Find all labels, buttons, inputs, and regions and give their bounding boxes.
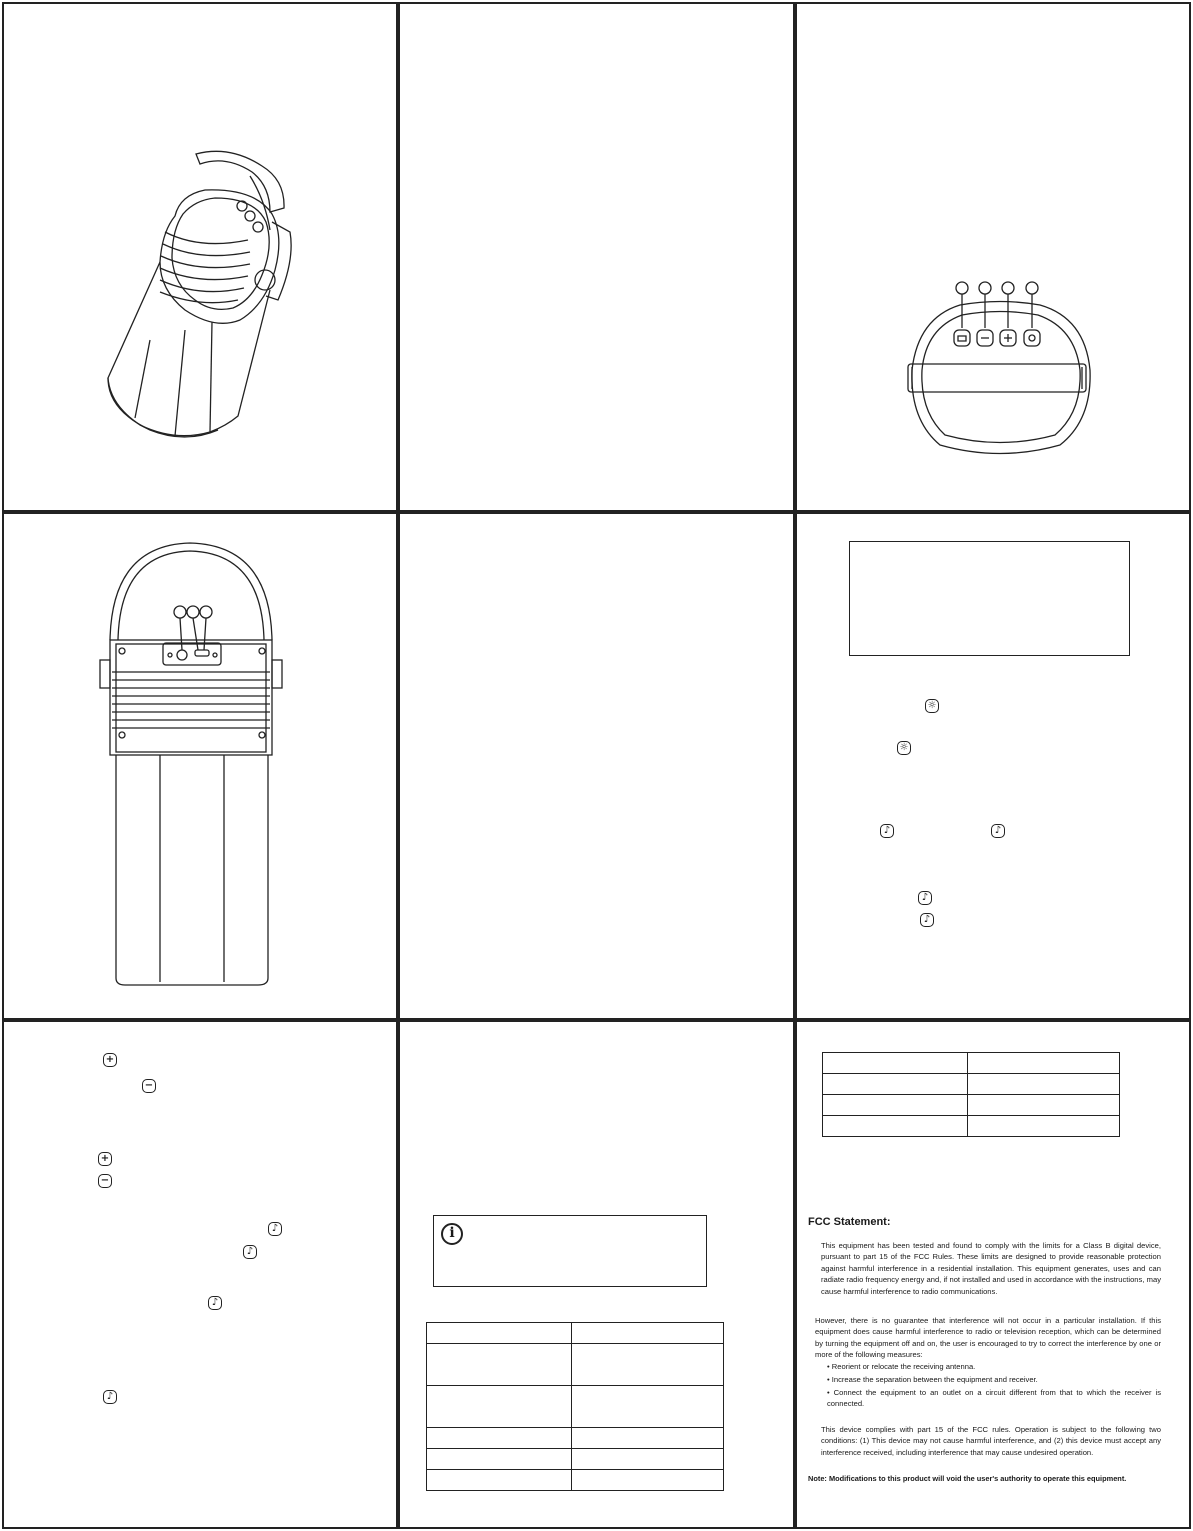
fcc-paragraph-1: This equipment has been tested and found to comply with the limits for a Class B digital device, pursuant to part 15 of the FCC Rules. These limits are designed to provide reasonable protection against harmful interference in a residential installation. This equipment generates, uses and can radiate radio frequency energy and, if not installed and used in accordance with the instructions, may cause harmful interference to radio communications. bbox=[821, 1241, 1161, 1296]
light-icon: ☼ bbox=[925, 699, 939, 713]
plus-icon: + bbox=[103, 1053, 117, 1067]
mode-icon: ♪ bbox=[243, 1245, 257, 1259]
table-cell bbox=[427, 1470, 572, 1491]
panel-volume-instructions bbox=[2, 1020, 398, 1529]
table-row bbox=[427, 1323, 724, 1344]
table-cell bbox=[427, 1449, 572, 1470]
table-cell bbox=[427, 1323, 572, 1344]
minus-icon: − bbox=[142, 1079, 156, 1093]
table-cell bbox=[823, 1053, 968, 1074]
table-cell bbox=[968, 1053, 1120, 1074]
table-cell bbox=[968, 1095, 1120, 1116]
light-icon: ☼ bbox=[897, 741, 911, 755]
fcc-title: FCC Statement: bbox=[808, 1216, 891, 1228]
mode-icon: ♪ bbox=[880, 824, 894, 838]
table-cell bbox=[427, 1344, 572, 1386]
table-row bbox=[427, 1428, 724, 1449]
table-cell bbox=[572, 1449, 724, 1470]
table-row bbox=[823, 1074, 1120, 1095]
table-row bbox=[427, 1470, 724, 1491]
table-cell bbox=[572, 1470, 724, 1491]
table-cell bbox=[572, 1386, 724, 1428]
table-cell bbox=[968, 1116, 1120, 1137]
table-row bbox=[823, 1095, 1120, 1116]
fcc-paragraph-3: This device complies with part 15 of the FCC rules. Operation is subject to the following two conditions: (1) This device may not cause harmful interference, and (2) this device must accept any interference received, including interference that may cause undesired operation. bbox=[821, 1425, 1161, 1457]
mode-icon: ♪ bbox=[268, 1222, 282, 1236]
panel-top-view bbox=[795, 2, 1191, 512]
panel-back-view bbox=[2, 512, 398, 1020]
table-cell bbox=[427, 1428, 572, 1449]
mode-icon: ♪ bbox=[918, 891, 932, 905]
spec-table bbox=[426, 1322, 724, 1491]
notice-frame bbox=[849, 541, 1130, 656]
fcc-bullet-2: • Increase the separation between the equipment and receiver. bbox=[827, 1375, 1038, 1384]
table-cell bbox=[572, 1323, 724, 1344]
table-cell bbox=[427, 1386, 572, 1428]
fcc-bullet-1: • Reorient or relocate the receiving antenna. bbox=[827, 1362, 976, 1371]
fcc-note: Note: Modifications to this product will void the user's authority to operate this equipment. bbox=[808, 1474, 1127, 1483]
table-row bbox=[823, 1053, 1120, 1074]
table-cell bbox=[823, 1074, 968, 1095]
panel-blank-middle bbox=[398, 512, 795, 1020]
mode-icon: ♪ bbox=[103, 1390, 117, 1404]
minus-icon: − bbox=[98, 1174, 112, 1188]
mode-icon: ♪ bbox=[920, 913, 934, 927]
info-table bbox=[822, 1052, 1120, 1137]
fcc-paragraph-2: However, there is no guarantee that interference will not occur in a particular installation. If this equipment does cause harmful interference to radio or television reception, which can be determined by turning the equipment off and on, the user is encouraged to try to correct the interference by one or more of the following measures: bbox=[815, 1316, 1161, 1360]
table-row bbox=[427, 1344, 724, 1386]
speaker-perspective-illustration bbox=[0, 0, 400, 512]
table-row bbox=[427, 1386, 724, 1428]
table-cell bbox=[572, 1344, 724, 1386]
info-icon: i bbox=[441, 1223, 463, 1245]
fcc-bullet-3: • Connect the equipment to an outlet on a circuit different from that to which the receiver is connected. bbox=[827, 1388, 1161, 1409]
table-cell bbox=[572, 1428, 724, 1449]
table-row bbox=[823, 1116, 1120, 1137]
table-cell bbox=[823, 1116, 968, 1137]
table-cell bbox=[968, 1074, 1120, 1095]
table-row bbox=[427, 1449, 724, 1470]
plus-icon: + bbox=[98, 1152, 112, 1166]
panel-blank-top-middle bbox=[398, 2, 795, 512]
notice-box bbox=[433, 1215, 707, 1287]
mode-icon: ♪ bbox=[991, 824, 1005, 838]
table-cell bbox=[823, 1095, 968, 1116]
mode-icon: ♪ bbox=[208, 1296, 222, 1310]
